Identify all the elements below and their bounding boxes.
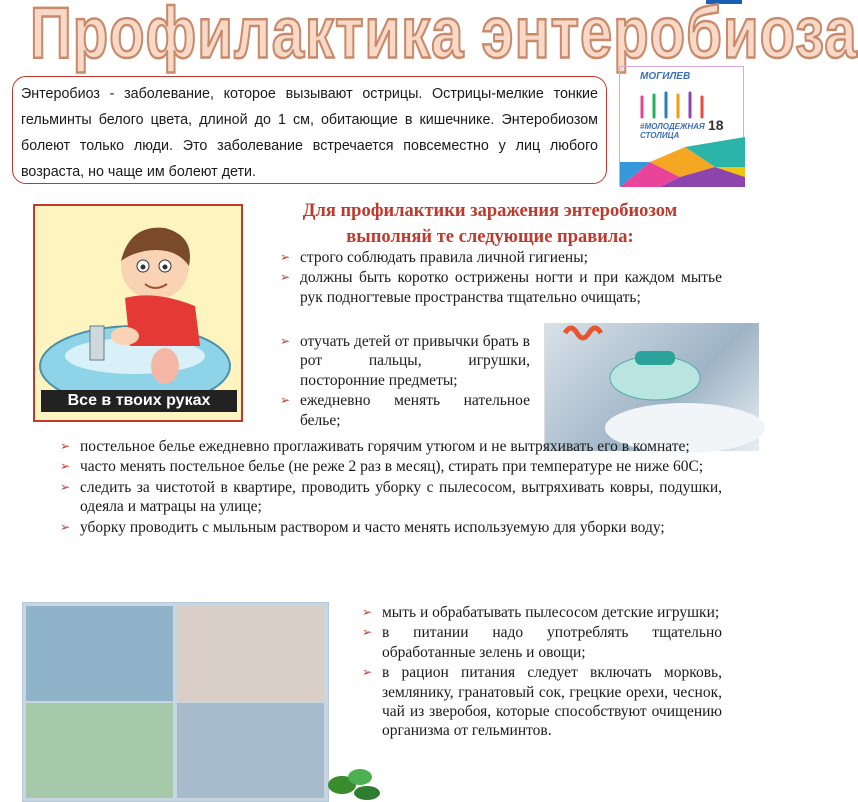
image-caption: Все в твоих руках <box>41 390 237 412</box>
rules-list-b <box>280 332 530 431</box>
photo-hands-washing <box>26 606 173 701</box>
logo-text: #МОЛОДЕЖНАЯ СТОЛИЦА <box>640 122 705 140</box>
logo-year: 18 <box>708 117 724 133</box>
list-item: ➢ постельное белье ежедневно проглаживать горячим утюгом и не вытряхивать его в комнате; <box>60 438 690 455</box>
bullet-arrow-icon: ➢ <box>280 334 291 348</box>
list-item: ➢ строго соблюдать правила личной гигиены; <box>280 249 588 266</box>
steam-iron-image <box>544 323 759 451</box>
bullet-arrow-icon: ➢ <box>60 519 71 534</box>
photo-hands-wiping <box>177 606 324 701</box>
youth-capital-logo <box>619 66 744 186</box>
photo-spray-cleaning <box>26 703 173 798</box>
herb-leaves-image <box>322 745 382 800</box>
list-item: ➢ мыть и обрабатывать пылесосом детские игрушки; <box>362 604 720 621</box>
rules-heading <box>255 198 725 250</box>
intro-text-box <box>12 76 607 184</box>
page-title: Профилактика энтеробиоза <box>30 0 858 74</box>
rules-list-d <box>362 603 722 742</box>
boy-illustration <box>35 206 241 420</box>
bullet-arrow-icon: ➢ <box>362 665 373 680</box>
bullet-arrow-icon: ➢ <box>280 270 291 285</box>
bullet-arrow-icon: ➢ <box>362 625 373 640</box>
list-item: ➢ должны быть коротко острижены ногти и при каждом мытье рук подногтевые пространства тщательно очищать; <box>280 269 722 306</box>
list-item: ➢ в рацион питания следует включать морковь, землянику, гранатовый сок, грецкие орехи, чеснок, чай из зверобоя, которые способствуют очищению организма от гельминтов. <box>362 664 722 740</box>
bullet-arrow-icon: ➢ <box>60 459 71 474</box>
intro-text: Энтеробиоз - заболевание, которое вызывают острицы. Острицы-мелкие тонкие гельминты белого цвета, длиной до 1 см, обитающие в кишечнике. Энтеробиозом болеют только люди. Это заболевание встречается повсеместно у лиц любого возраста, но чаще им болеют дети. <box>21 86 598 180</box>
iron-illustration <box>545 323 759 451</box>
rules-list-c <box>60 437 722 538</box>
bullet-arrow-icon: ➢ <box>362 605 373 619</box>
bullet-arrow-icon: ➢ <box>60 479 71 494</box>
bullet-arrow-icon: ➢ <box>280 393 291 408</box>
bullet-arrow-icon: ➢ <box>60 439 71 453</box>
list-item: ➢ следить за чистотой в квартире, проводить уборку с пылесосом, вытряхивать ковры, подушки, одеяла и матрацы на улице; <box>60 478 722 516</box>
cleaning-photos-grid <box>22 602 329 802</box>
list-item: ➢ в питании надо употреблять тщательно обработанные зелень и овощи; <box>362 624 722 661</box>
logo-city: МОГИЛЕВ <box>640 71 691 82</box>
rules-heading-line-1: Для профилактики заражения энтеробиозом <box>302 201 678 221</box>
list-item: ➢ ежедневно менять нательное белье; <box>280 392 530 429</box>
bullet-arrow-icon: ➢ <box>280 250 291 264</box>
rules-list-a <box>280 248 722 308</box>
list-item: ➢ отучать детей от привычки брать в рот пальцы, игрушки, посторонние предметы; <box>280 333 530 389</box>
boy-washing-hands-image <box>33 204 243 422</box>
list-item: ➢ уборку проводить с мыльным раствором и часто менять используемую для уборки воду; <box>60 518 665 536</box>
photo-brush-scrubbing <box>177 703 324 798</box>
rules-heading-line-2: выполняй те следующие правила: <box>346 227 634 247</box>
list-item: ➢ часто менять постельное белье (не реже 2 раз в месяц), стирать при температуре не ниже 60С; <box>60 458 704 476</box>
